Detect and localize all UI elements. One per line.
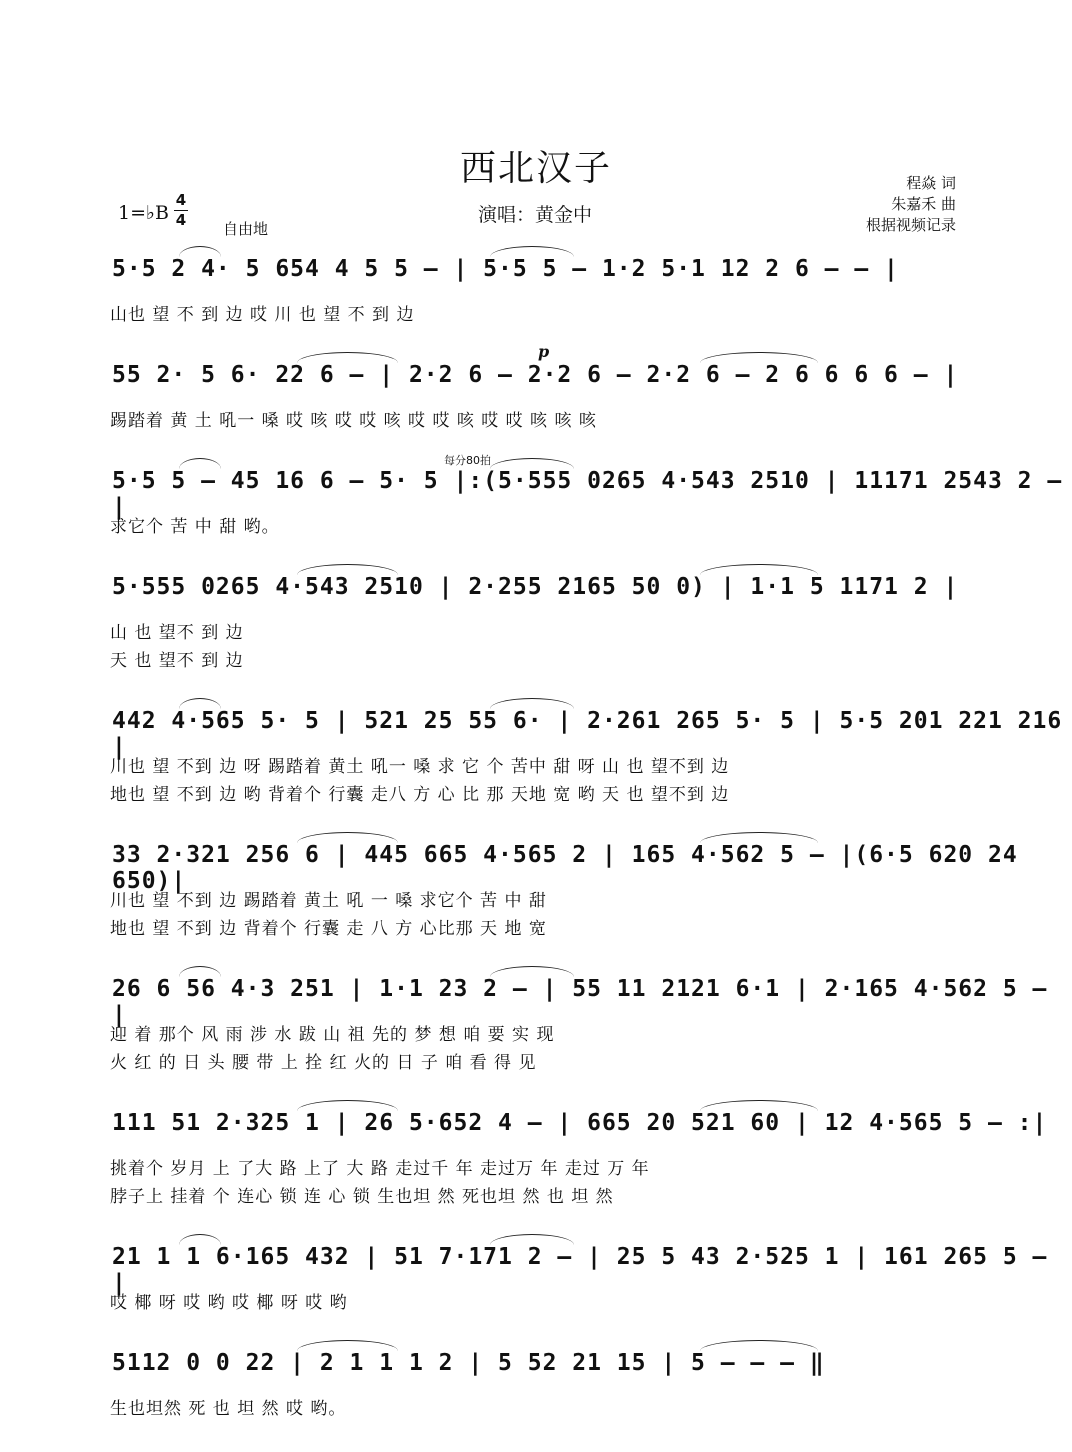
lyric-line: 哎 椰 呀 哎 哟 哎 椰 呀 哎 哟 [110,1293,348,1313]
lyric-line: 求它个 苦 中 甜 哟。 [110,517,280,537]
singer-credit: 演唱：黄金中 [478,204,593,226]
lyric-line: 山 也 望不 到 边 [110,623,244,643]
expression-mark: 自由地 [223,220,269,238]
time-signature-top: 4 [175,191,187,209]
music-line: 442 4·565 5· 5 | 521 25 55 6· | 2·261 265 5· 5 | 5·5 201 221 216 | [112,708,1063,760]
source-note: 根据视频记录 [865,216,956,234]
music-line: 5112 0 0 22 | 2 1 1 1 2 | 5 52 21 15 | 5 – – – ‖ [112,1350,825,1376]
slur-mark [700,1100,818,1111]
lyric-line: 地也 望 不到 边 背着个 行囊 走 八 方 心比那 天 地 宽 [110,919,547,939]
music-line: 21 1 1 6·165 432 | 51 7·171 2 – | 25 5 43 2·525 1 | 161 265 5 – | [112,1244,1048,1296]
time-signature-bottom: 4 [175,211,187,229]
lyric-line: 挑着个 岁月 上 了大 路 上了 大 路 走过千 年 走过万 年 走过 万 年 [110,1159,650,1179]
slur-mark [179,966,221,977]
lyric-line: 迎 着 那个 风 雨 涉 水 跋 山 祖 先的 梦 想 咱 要 实 现 [110,1025,555,1045]
music-line: 26 6 56 4·3 251 | 1·1 23 2 – | 55 11 2121 6·1 | 2·165 4·562 5 – | [112,976,1048,1028]
slur-mark [179,1234,221,1245]
slur-mark [297,564,398,575]
slur-mark [179,458,221,469]
slur-mark [179,246,221,257]
dynamic-mark: p [538,342,550,361]
slur-mark [700,352,818,363]
music-line: 5·555 0265 4·543 2510 | 2·255 2165 50 0) | 1·1 5 1171 2 | [112,574,959,600]
lyric-line: 川也 望 不到 边 呀 踢踏着 黄土 吼一 嗓 求 它 个 苦中 甜 呀 山 也 望不到 边 [110,757,730,777]
composer-credit: 朱嘉禾 曲 [891,195,956,213]
music-line: 55 2· 5 6· 22 6 – | 2·2 6 – 2·2 6 – 2·2 6 – 2 6 6 6 6 – | [112,362,959,388]
lyric-line: 天 也 望不 到 边 [110,651,244,671]
lyric-line: 生也坦然 死 也 坦 然 哎 哟。 [110,1399,347,1419]
slur-mark [490,966,574,977]
slur-mark [297,352,398,363]
slur-mark [490,1234,574,1245]
lyric-line: 踢踏着 黄 土 吼一 嗓 哎 咳 哎 哎 咳 哎 哎 咳 哎 哎 咳 咳 咳 [110,411,597,431]
time-signature [174,192,188,229]
slur-mark [700,1340,818,1351]
lyric-line: 脖子上 挂着 个 连心 锁 连 心 锁 生也坦 然 死也坦 然 也 坦 然 [110,1187,614,1207]
lyric-line: 川也 望 不到 边 踢踏着 黄土 吼 一 嗓 求它个 苦 中 甜 [110,891,547,911]
tempo-mark: 每分80拍 [444,454,491,467]
slur-mark [490,458,574,469]
slur-mark [297,1340,398,1351]
slur-mark [297,832,398,843]
slur-mark [700,564,818,575]
lyric-line: 火 红 的 日 头 腰 带 上 拴 红 火的 日 子 咱 看 得 见 [110,1053,537,1073]
music-line: 5·5 5 – 45 16 6 – 5· 5 |:(5·555 0265 4·543 2510 | 11171 2543 2 – | [112,468,1063,520]
key-signature: 1=♭B [118,202,169,224]
lyric-line: 地也 望 不到 边 哟 背着个 行囊 走八 方 心 比 那 天地 宽 哟 天 也 望不到 边 [110,785,730,805]
slur-mark [297,1100,398,1111]
music-line: 5·5 2 4· 5 654 4 5 5 – | 5·5 5 – 1·2 5·1 12 2 6 – – | [112,256,899,282]
slur-mark [490,698,574,709]
slur-mark [490,246,574,257]
music-line: 111 51 2·325 1 | 26 5·652 4 – | 665 20 521 60 | 12 4·565 5 – :| [112,1110,1048,1136]
music-line: 33 2·321 256 6 | 445 665 4·565 2 | 165 4·562 5 – |(6·5 620 24 650)| [112,842,1018,894]
slur-mark [179,698,221,709]
lyricist-credit: 程焱 词 [906,174,956,192]
lyric-line: 山也 望 不 到 边 哎 川 也 望 不 到 边 [110,305,415,325]
slur-mark [700,832,818,843]
song-title: 西北汉子 [459,148,612,189]
